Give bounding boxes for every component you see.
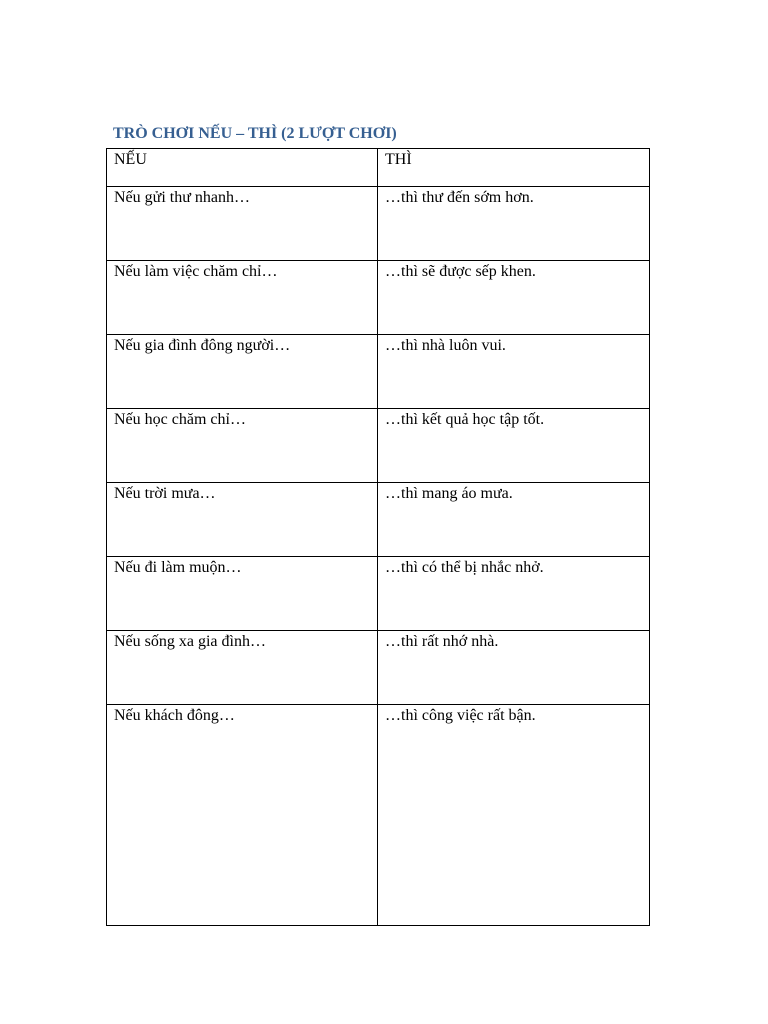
- then-cell: …thì nhà luôn vui.: [378, 335, 650, 409]
- table-row: [107, 261, 650, 335]
- then-cell: …thì rất nhớ nhà.: [378, 631, 650, 705]
- table-row: [107, 187, 650, 261]
- table-row: [107, 631, 650, 705]
- table-row: [107, 335, 650, 409]
- then-cell: …thì mang áo mưa.: [378, 483, 650, 557]
- table-row: [107, 557, 650, 631]
- document-title: TRÒ CHƠI NẾU – THÌ (2 LƯỢT CHƠI): [113, 125, 397, 142]
- then-cell: …thì sẽ được sếp khen.: [378, 261, 650, 335]
- then-cell: …thì thư đến sớm hơn.: [378, 187, 650, 261]
- if-then-table: [106, 148, 650, 926]
- then-cell: …thì công việc rất bận.: [378, 705, 650, 926]
- if-cell: Nếu gia đình đông người…: [107, 335, 378, 409]
- table-header-row: [107, 149, 650, 187]
- if-cell: Nếu sống xa gia đình…: [107, 631, 378, 705]
- then-cell: …thì kết quả học tập tốt.: [378, 409, 650, 483]
- if-cell: Nếu đi làm muộn…: [107, 557, 378, 631]
- if-cell: Nếu khách đông…: [107, 705, 378, 926]
- table-row: [107, 705, 650, 926]
- if-cell: Nếu làm việc chăm chỉ…: [107, 261, 378, 335]
- table-row: [107, 409, 650, 483]
- table-row: [107, 483, 650, 557]
- if-cell: Nếu trời mưa…: [107, 483, 378, 557]
- if-cell: Nếu gửi thư nhanh…: [107, 187, 378, 261]
- then-cell: …thì có thể bị nhắc nhở.: [378, 557, 650, 631]
- header-then: THÌ: [378, 149, 650, 187]
- header-if: NẾU: [107, 149, 378, 187]
- if-cell: Nếu học chăm chỉ…: [107, 409, 378, 483]
